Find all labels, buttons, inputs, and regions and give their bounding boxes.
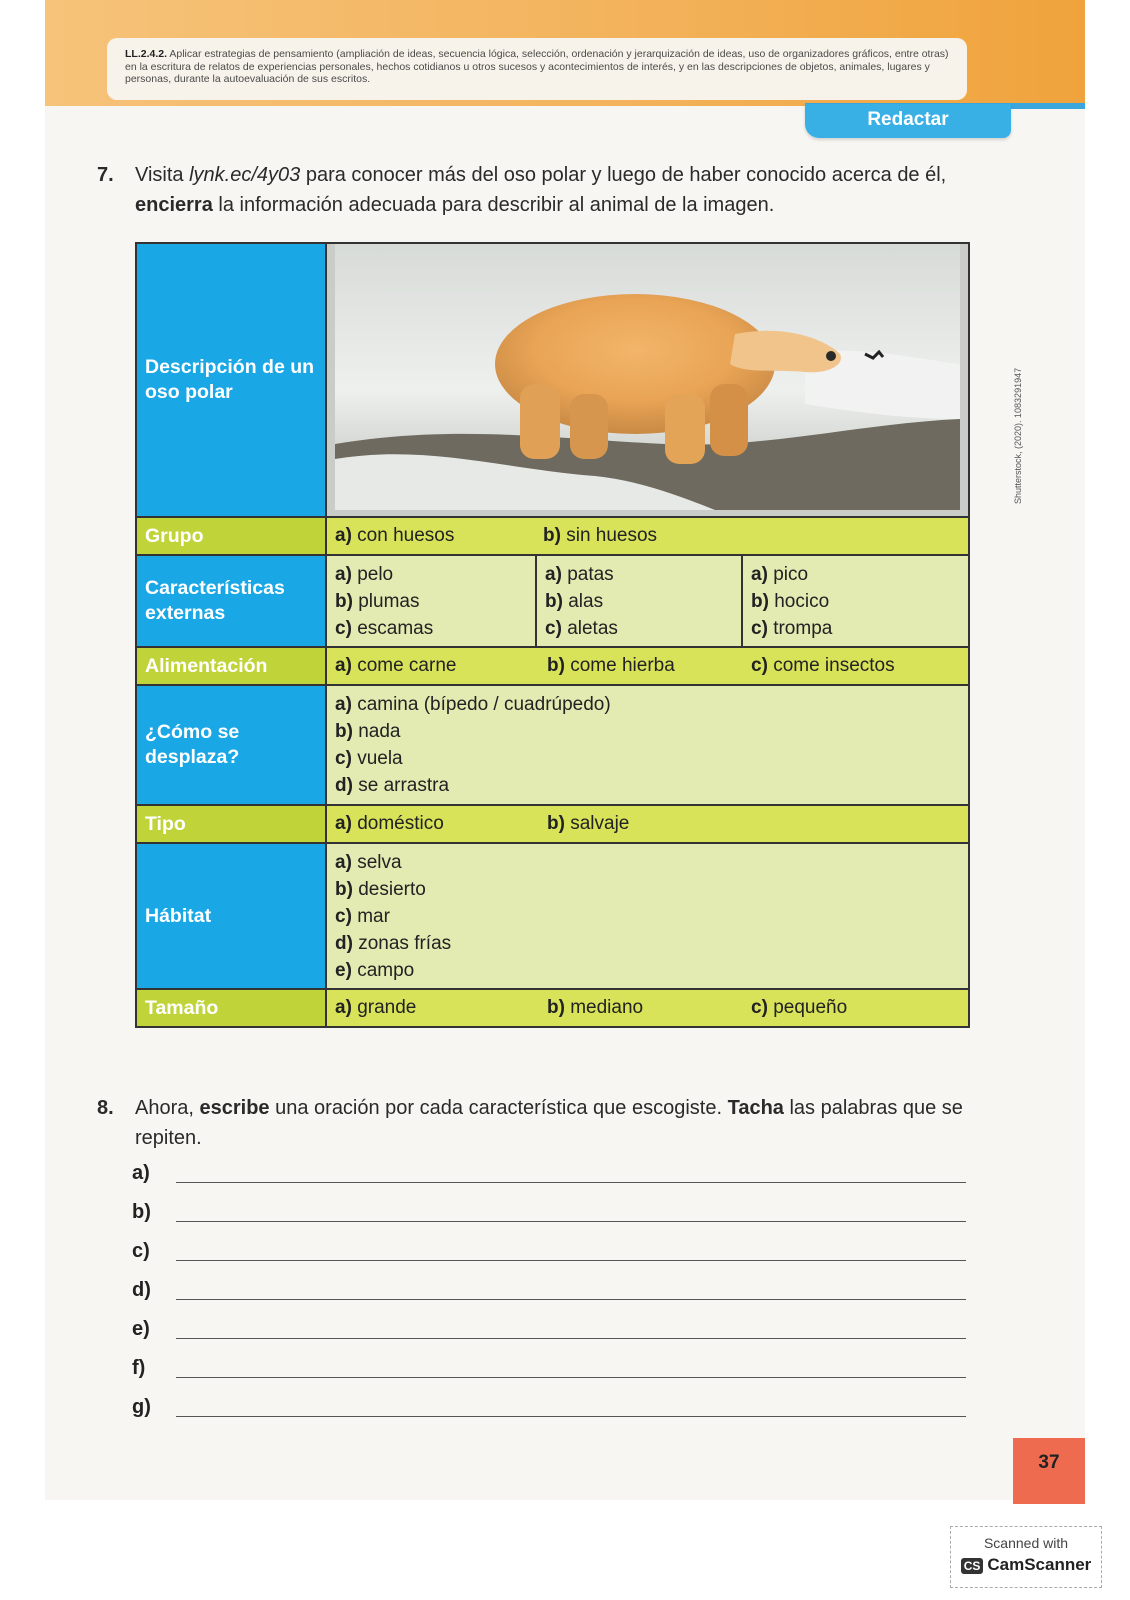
options-cobertura[interactable]: a) pelo b) plumas c) escamas [326, 555, 536, 647]
row-desplaza: ¿Cómo se desplaza? a) camina (bípedo / cuadrúpedo) b) nada c) vuela d) se arrastra [136, 685, 969, 805]
description-table [135, 242, 970, 1028]
answer-line-d[interactable]: d) [132, 1279, 972, 1307]
option-con-huesos[interactable]: a) con huesos [335, 525, 455, 546]
row-caracteristicas: Características externas a) pelo b) plumas c) escamas a) patas b) alas c) aletas a) pico b) hocico c) trompa [136, 555, 969, 647]
answer-line-b[interactable]: b) [132, 1201, 972, 1229]
option-mediano[interactable]: b) mediano [547, 997, 644, 1018]
question-8-text: Ahora, escribe una oración por cada característica que escogiste. Tacha las palabras que se repiten. [135, 1097, 963, 1149]
option-domestico[interactable]: a) doméstico [335, 813, 444, 834]
polar-bear-image [335, 244, 960, 510]
option-grande[interactable]: a) grande [335, 997, 417, 1018]
answer-line-f[interactable]: f) [132, 1357, 972, 1385]
row-tipo: Tipo a) doméstico b) salvaje [136, 805, 969, 843]
question-7-text: Visita lynk.ec/4y03 para conocer más del oso polar y luego de haber conocido acerca de él, encierra la información adecuada para describir al animal de la imagen. [135, 164, 947, 216]
option-salvaje[interactable]: b) salvaje [547, 813, 630, 834]
page-number: 37 [1013, 1438, 1085, 1504]
option-sin-huesos[interactable]: b) sin huesos [543, 525, 658, 546]
photo-credit: Shutterstock, (2020). 1083291947 [1013, 367, 1023, 504]
camscanner-logo-icon: CS [961, 1558, 984, 1574]
resource-link[interactable]: lynk.ec/4y03 [189, 164, 301, 186]
section-tab: Redactar [805, 104, 1011, 138]
table-title: Descripción de un oso polar [136, 243, 326, 517]
polar-bear-photo [326, 243, 969, 517]
answer-line-a[interactable]: a) [132, 1162, 972, 1190]
answer-line-g[interactable]: g) [132, 1396, 972, 1424]
options-habitat[interactable]: a) selva b) desierto c) mar d) zonas frías e) campo [326, 843, 969, 989]
option-come-hierba[interactable]: b) come hierba [547, 655, 675, 676]
options-desplaza[interactable]: a) camina (bípedo / cuadrúpedo) b) nada c) vuela d) se arrastra [326, 685, 969, 805]
answer-line-c[interactable]: c) [132, 1240, 972, 1268]
curriculum-standard: LL.2.4.2. Aplicar estrategias de pensamiento (ampliación de ideas, secuencia lógica, selección, ordenación y jerarquización de ideas, uso de organizadores gráficos, entre otras) en la escritura de relatos de experiencias personales, hechos cotidianos u otros sucesos y acontecimientos de interés, y en las descripciones de objetos, animales, lugares y personas, durante la autoevaluación de sus escritos. [107, 38, 967, 100]
answer-line-e[interactable]: e) [132, 1318, 972, 1346]
options-boca[interactable]: a) pico b) hocico c) trompa [742, 555, 969, 647]
row-habitat: Hábitat a) selva b) desierto c) mar d) zonas frías e) campo [136, 843, 969, 989]
options-extremidades[interactable]: a) patas b) alas c) aletas [536, 555, 742, 647]
option-come-carne[interactable]: a) come carne [335, 655, 457, 676]
scanner-watermark: Scanned with CS CamScanner [950, 1526, 1102, 1588]
row-tamano: Tamaño a) grande b) mediano c) pequeño [136, 989, 969, 1027]
option-come-insectos[interactable]: c) come insectos [751, 655, 895, 676]
option-pequeno[interactable]: c) pequeño [751, 997, 848, 1018]
row-grupo: Grupo a) con huesos b) sin huesos [136, 517, 969, 555]
row-alimentacion: Alimentación a) come carne b) come hierba c) come insectos [136, 647, 969, 685]
textbook-page: LL.2.4.2. Aplicar estrategias de pensamiento (ampliación de ideas, secuencia lógica, selección, ordenación y jerarquización de ideas, uso de organizadores gráficos, entre otras) en la escritura de relatos de experiencias personales, hechos cotidianos u otros sucesos y acontecimientos de interés, y en las descripciones de objetos, animales, lugares y personas, durante la autoevaluación de sus escritos. Redactar 7. Visita lynk.ec/4y03 para conocer más del oso polar y luego de haber conocido acerca de él, encierra la información adecuada para describir al animal de la imagen. Descripción de un oso polar Grupo a) con huesos b) sin huesos Características externas a) pelo b) plumas c) escamas a) patas b) alas c) aletas a) pico b) hocico c) trompa Alimentación a) come carne b) come hierba c) come insectos ¿Cómo se desplaza? a) camina (bípedo / cuadrúpedo) b) nada c) vuela d) se arrastra Tipo a) doméstico b) salvaje Hábitat a) selva b) desierto c) mar d) zonas frías e) campo Tamaño a) grande b) mediano c) pequeño Shutterstock, (2020). 1083291947 8. Ahora, escribe una oración por cada característica que escogiste. Tacha las palabras que se repiten. [45, 0, 1085, 1500]
